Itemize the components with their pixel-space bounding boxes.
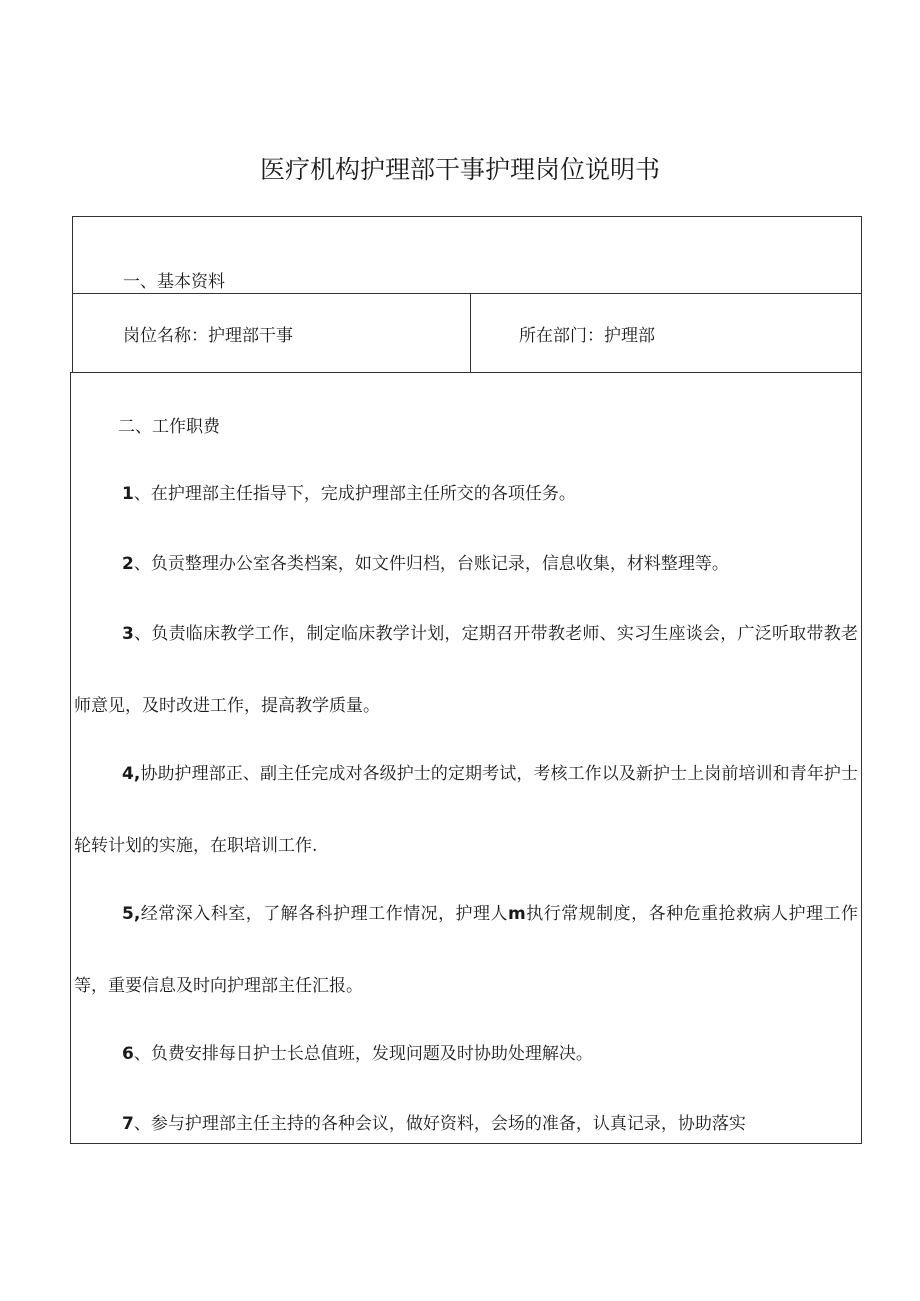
duty-text-part-b: 执行常规制度，各种危重抢救病人护理工作等，重要信息及时向护理部主任汇报。 bbox=[74, 904, 859, 996]
duty-item-4 bbox=[70, 738, 862, 882]
position-name: 岗位名称：护理部干事 bbox=[123, 326, 293, 346]
duty-text: 、负责临床教学工作，制定临床教学计划，定期召开带教老师、实习生座谈会，广泛听取带教老师意见，及时改进工作，提高教学质量。 bbox=[74, 624, 858, 716]
duty-number: 7 bbox=[122, 1114, 134, 1134]
duty-number: 2 bbox=[122, 554, 134, 574]
duty-item-5 bbox=[70, 878, 862, 1022]
section-heading-basic-info: 一、基本资料 bbox=[123, 272, 225, 292]
duty-item-1 bbox=[70, 458, 862, 530]
duty-item-2 bbox=[70, 528, 862, 600]
duty-text: 、参与护理部主任主持的各种会议，做好资料，会场的准备，认真记录，协助落实 bbox=[133, 1114, 746, 1134]
department-name: 所在部门：护理部 bbox=[519, 326, 655, 346]
duty-number: 3 bbox=[122, 624, 134, 644]
duty-number: 4, bbox=[122, 764, 141, 784]
section-heading-duties: 二、工作职费 bbox=[118, 417, 220, 437]
basic-info-row bbox=[72, 293, 862, 373]
duty-text: 、负贡整理办公室各类档案，如文件归档，台账记录，信息收集，材料整理等。 bbox=[133, 554, 729, 574]
duty-item-6 bbox=[70, 1018, 862, 1090]
duty-text: 、负费安排每日护士长总值班，发现问题及时协助处理解决。 bbox=[133, 1044, 593, 1064]
duty-number: 6 bbox=[122, 1044, 134, 1064]
cell-divider bbox=[470, 293, 471, 372]
page-title: 医疗机构护理部干事护理岗位说明书 bbox=[259, 155, 660, 184]
basic-info-header-cell bbox=[72, 216, 862, 294]
duty-text-glyph: m bbox=[508, 904, 526, 924]
duty-number: 1 bbox=[122, 484, 134, 504]
duty-item-3 bbox=[70, 598, 862, 742]
duty-text: 协助护理部正、副主任完成对各级护士的定期考试，考核工作以及新护士上岗前培训和青年护士轮转计划的实施，在职培训工作. bbox=[74, 764, 858, 856]
duty-item-7 bbox=[70, 1088, 862, 1160]
duty-number: 5, bbox=[122, 904, 141, 924]
duty-text: 、在护理部主任指导下，完成护理部主任所交的各项任务。 bbox=[133, 484, 576, 504]
duty-text-part-a: 经常深入科室，了解各科护理工作情况，护理人 bbox=[140, 904, 509, 924]
